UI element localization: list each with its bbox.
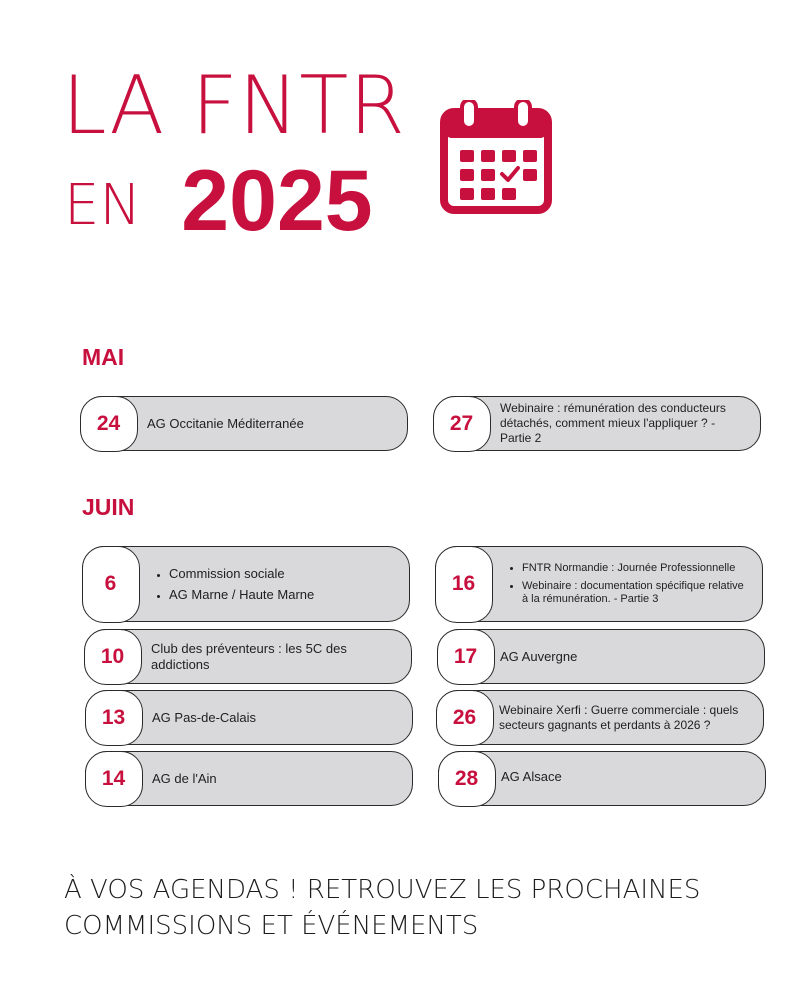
event-day: 13 [85, 690, 143, 746]
title-line-1: LA FNTR [62, 59, 406, 152]
footer-line-1: À VOS AGENDAS ! RETROUVEZ LES PROCHAINES [64, 875, 701, 905]
event-text: AG Pas-de-Calais [152, 709, 257, 725]
event-day: 16 [435, 546, 493, 623]
event-text: AG Occitanie Méditerranée [147, 415, 304, 431]
event-text: AG Alsace [501, 769, 562, 784]
event-day: 6 [82, 546, 140, 623]
event-item-list [502, 557, 748, 611]
event-day: 10 [84, 629, 142, 685]
event-text [502, 547, 748, 621]
event-card-june-26 [436, 690, 764, 745]
list-item: • Webinaire : documentation spécifique relative à la rémunération. - Partie 3 [522, 580, 748, 606]
event-text: Webinaire : rémunération des conducteurs détachés, comment mieux l'appliquer ? - Partie 2 [500, 401, 726, 445]
event-day: 28 [438, 751, 496, 807]
event-text: AG Auvergne [500, 648, 578, 664]
event-day: 14 [85, 751, 143, 807]
title-year: 2025 [181, 153, 373, 249]
event-day: 24 [80, 396, 138, 452]
event-text: AG de l'Ain [152, 770, 217, 786]
event-text [149, 547, 395, 621]
event-card-may-24 [80, 396, 408, 451]
calendar-check-icon [440, 100, 552, 214]
event-card-june-6 [82, 546, 410, 622]
event-card-june-14 [85, 751, 413, 806]
month-label-june: JUIN [82, 494, 135, 520]
event-item-list [149, 561, 314, 608]
list-item: • Commission sociale [169, 566, 314, 582]
event-card-june-13 [85, 690, 413, 745]
event-text: Webinaire Xerfi : Guerre commerciale : quels secteurs gagnants et perdants à 2026 ? [499, 702, 739, 732]
event-day: 27 [433, 396, 491, 452]
month-label-may: MAI [82, 344, 125, 370]
title-line-2 [64, 153, 373, 249]
event-card-june-10 [84, 629, 412, 684]
footer-cta [64, 872, 700, 944]
event-card-may-27 [433, 396, 761, 451]
event-card-june-16 [435, 546, 763, 622]
list-item: • AG Marne / Haute Marne [169, 587, 314, 603]
footer-line-2: COMMISSIONS ET ÉVÉNEMENTS [64, 911, 479, 941]
event-text: Club des préventeurs : les 5C des addictions [151, 640, 347, 672]
event-card-june-28 [438, 751, 766, 806]
event-card-june-17 [437, 629, 765, 684]
event-day: 26 [436, 690, 494, 746]
event-day: 17 [437, 629, 495, 685]
title-en: EN [64, 173, 142, 238]
list-item: • FNTR Normandie : Journée Professionnelle [522, 562, 748, 575]
